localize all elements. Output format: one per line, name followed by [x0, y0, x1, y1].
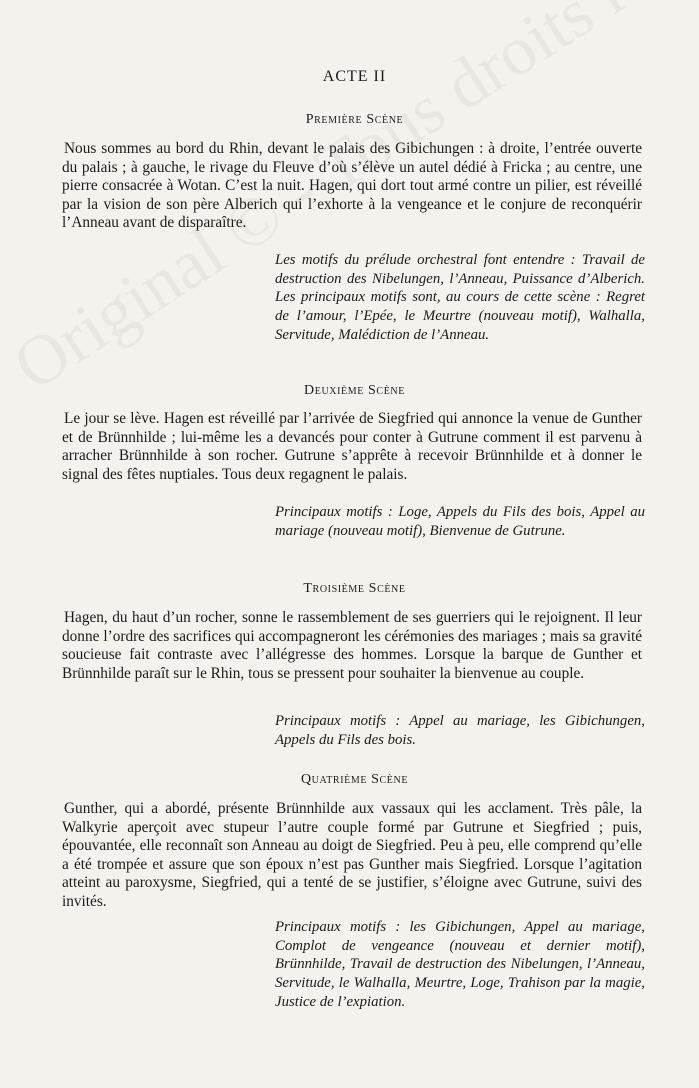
scene-4-text: Gunther, qui a abordé, présente Brünnhilde aux vassaux qui les acclament. Très pâle, la Walkyrie aperçoit avec stupeur l’autre couple formé par Gutrune et Siegfried ; puis, épouvantée, elle reconnaît son Anneau au doigt de Siegfried. Peu à peu, elle comprend qu’elle a été trompée et assure que son époux n’est pas Gunther mais Siegfried. Lorsque l’agitation atteint au paroxysme, Siegfried, qui a tenté de se justifier, s’éloigne avec Gutrune, suivi des invités. [62, 800, 642, 910]
act-title: ACTE II [322, 68, 387, 85]
scene-title-3: Troisième Scène [303, 581, 406, 596]
scene-2-motifs: Principaux motifs : Loge, Appels du Fils des bois, Appel au mariage (nouveau motif), Bienvenue de Gutrune. [275, 504, 645, 539]
scene-3-text: Hagen, du haut d’un rocher, sonne le rassemblement de ses guerriers qui le rejoignent. Il leur donne l’ordre des sacrifices qui accompagneront les cérémonies des mariages ; mais sa gravité soucieuse fait contraste avec l’allégresse des hommes. Lorsque la barque de Gunther et Brünnhilde paraît sur le Rhin, tous se pressent pour souhaiter la bienvenue au couple. [62, 609, 642, 682]
scene-1-text: Nous sommes au bord du Rhin, devant le palais des Gibichungen : à droite, l’entrée ouverte du palais ; à gauche, le rivage du Fleuve d’où s’élève un autel dédié à Fricka ; au centre, une pierre consacrée à Wotan. C’est la nuit. Hagen, qui dort tout armé contre un pilier, est réveillé par la vision de son père Alberich qui l’exhorte à la vengeance et le conjure de reconquérir l’Anneau avant de disparaître. [62, 140, 642, 232]
scene-title-2: Deuxième Scène [304, 383, 405, 398]
scene-1-motifs: Les motifs du prélude orchestral font entendre : Travail de destruction des Nibelungen, l’Anneau, Puissance d’Alberich. Les principaux motifs sont, au cours de cette scène : Regret de l’amour, l’Epée, le Meurtre (nouveau motif), Walhalla, Servitude, Malédiction de l’Anneau. [275, 252, 645, 343]
scene-title-4: Quatrième Scène [300, 772, 409, 787]
scene-title-1: Première Scène [305, 112, 404, 127]
scene-2-text: Le jour se lève. Hagen est réveillé par l’arrivée de Siegfried qui annonce la venue de Gunther et de Brünnhilde ; lui-même les a devancés pour conter à Gutrune comment il est parvenu à arracher Brünnhilde à son rocher. Gutrune s’apprête à recevoir Brünnhilde et à donner le signal des fêtes nuptiales. Tous deux regagnent le palais. [62, 410, 642, 483]
scene-3-motifs: Principaux motifs : Appel au mariage, les Gibichungen, Appels du Fils des bois. [275, 713, 645, 748]
scene-4-motifs: Principaux motifs : les Gibichungen, Appel au mariage, Complot de vengeance (nouveau et dernier motif), Brünnhilde, Travail de destruction des Nibelungen, l’Anneau, Servitude, le Walhalla, Meurtre, Loge, Trahison par la magie, Justice de l’expiation. [275, 919, 645, 1010]
